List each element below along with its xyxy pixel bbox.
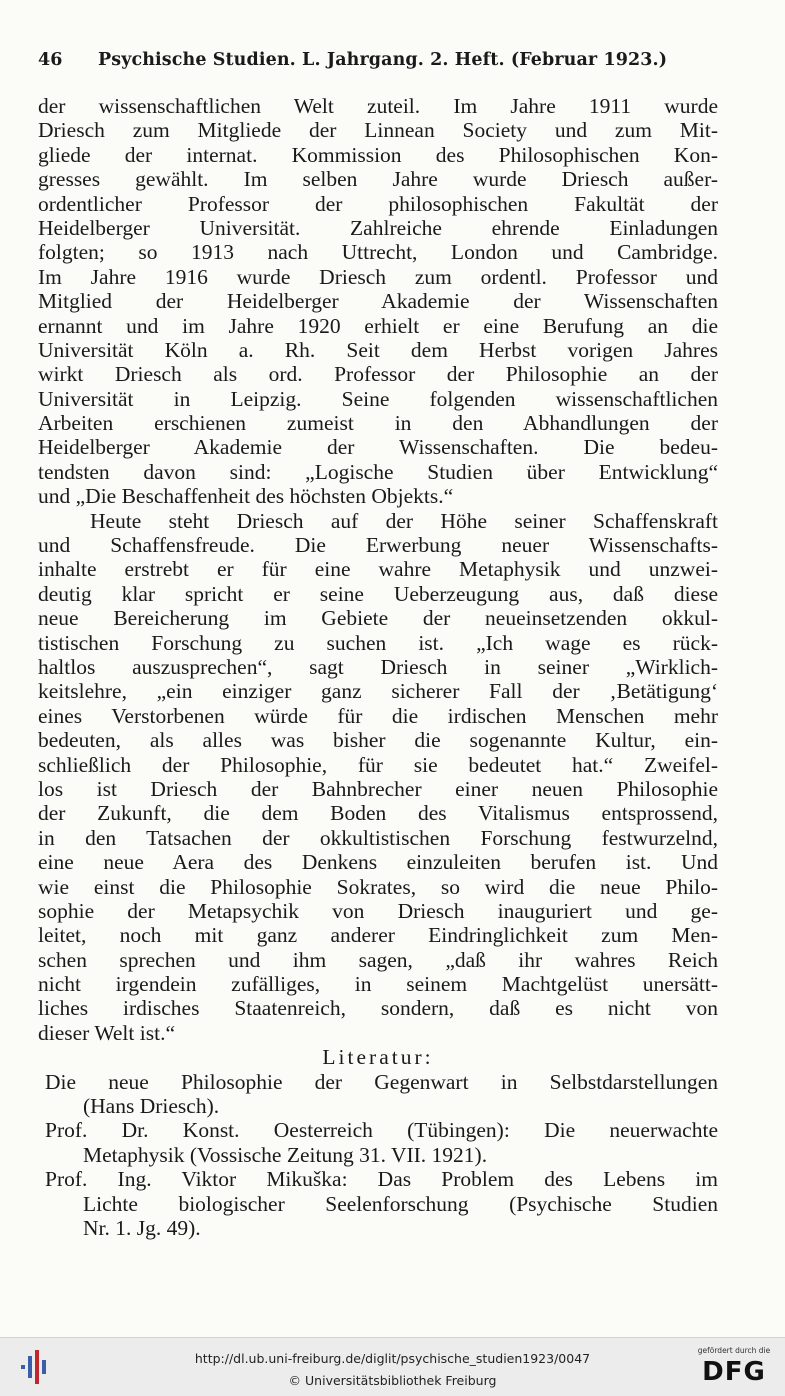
reference-item bbox=[38, 1070, 718, 1119]
text-line: tendsten davon sind: „Logische Studien über Entwicklung“ bbox=[38, 459, 718, 484]
text-line: eines Verstorbenen würde für die irdischen Menschen mehr bbox=[38, 703, 718, 728]
running-head bbox=[38, 50, 738, 70]
text-line: schen sprechen und ihm sagen, „daß ihr wahres Reich bbox=[38, 947, 718, 972]
literature-heading: Literatur: bbox=[322, 1045, 434, 1070]
text-line: deutig klar spricht er seine Ueberzeugung aus, daß diese bbox=[38, 581, 718, 606]
dfg-logo-text: DFG bbox=[702, 1357, 766, 1387]
text-line: keitslehre, „ein einziger ganz sicherer Fall der ‚Betätigung‘ bbox=[38, 679, 718, 704]
text-line: Heidelberger Universität. Zahlreiche ehrende Einladungen bbox=[38, 215, 718, 240]
text-line: schließlich der Philosophie, für sie bedeutet hat.“ Zweifel- bbox=[38, 752, 718, 777]
text-line: Universität Köln a. Rh. Seit dem Herbst vorigen Jahres bbox=[38, 337, 718, 362]
text-line: Driesch zum Mitgliede der Linnean Society und zum Mit- bbox=[38, 118, 718, 143]
text-line: gresses gewählt. Im selben Jahre wurde Driesch außer- bbox=[38, 167, 718, 192]
text-line: dieser Welt ist.“ bbox=[38, 1020, 175, 1045]
text-line: inhalte erstrebt er für eine wahre Metaphysik und unzwei- bbox=[38, 557, 718, 582]
text-line: der Zukunft, die dem Boden des Vitalismus entsprossend, bbox=[38, 801, 718, 826]
footer-bar bbox=[0, 1337, 785, 1396]
text-line: sophie der Metapsychik von Driesch inauguriert und ge- bbox=[38, 898, 718, 923]
paragraph-1 bbox=[38, 94, 718, 509]
text-line: leitet, noch mit ganz anderer Eindringlichkeit zum Men- bbox=[38, 923, 718, 948]
text-line: liches irdisches Staatenreich, sondern, daß es nicht von bbox=[38, 996, 718, 1021]
reference-line: Nr. 1. Jg. 49). bbox=[83, 1215, 201, 1240]
text-line: Heute steht Driesch auf der Höhe seiner Schaffenskraft bbox=[90, 508, 718, 533]
text-line: ordentlicher Professor der philosophischen Fakultät der bbox=[38, 191, 718, 216]
text-line: los ist Driesch der Bahnbrecher einer neuen Philosophie bbox=[38, 776, 718, 801]
reference-line: Prof. Ing. Viktor Mikuška: Das Problem des Lebens im bbox=[45, 1167, 718, 1192]
funding-note: gefördert durch die bbox=[697, 1346, 771, 1355]
dfg-logo bbox=[690, 1346, 778, 1390]
text-line: nicht irgendein zufälliges, in seinem Machtgelüst unersätt- bbox=[38, 972, 718, 997]
text-line: Mitglied der Heidelberger Akademie der Wissenschaften bbox=[38, 289, 718, 314]
page-number: 46 bbox=[38, 50, 63, 70]
text-line: der wissenschaftlichen Welt zuteil. Im Jahre 1911 wurde bbox=[38, 94, 718, 118]
text-line: gliede der internat. Kommission des Philosophischen Kon- bbox=[38, 142, 718, 167]
reference-line: Lichte biologischer Seelenforschung (Psychische Studien bbox=[83, 1191, 718, 1216]
page-text bbox=[38, 94, 718, 1240]
text-line: folgten; so 1913 nach Uttrecht, London und Cambridge. bbox=[38, 240, 718, 265]
reference-line: Die neue Philosophie der Gegenwart in Selbstdarstellungen bbox=[45, 1069, 718, 1094]
text-line: neue Bereicherung im Gebiete der neueinsetzenden okkul- bbox=[38, 606, 718, 631]
text-line: Arbeiten erschienen zumeist in den Abhandlungen der bbox=[38, 411, 718, 436]
text-line: und „Die Beschaffenheit des höchsten Objekts.“ bbox=[38, 484, 454, 509]
paragraph-2 bbox=[38, 509, 718, 1046]
footer-copyright: © Universitätsbibliothek Freiburg bbox=[288, 1373, 497, 1388]
reference-item bbox=[38, 1167, 718, 1240]
text-line: wirkt Driesch als ord. Professor der Philosophie an der bbox=[38, 362, 718, 387]
text-line: in den Tatsachen der okkultistischen Forschung festwurzelnd, bbox=[38, 825, 718, 850]
reference-item bbox=[38, 1118, 718, 1167]
text-line: Universität in Leipzig. Seine folgenden wissenschaftlichen bbox=[38, 386, 718, 411]
text-line: Im Jahre 1916 wurde Driesch zum ordentl. Professor und bbox=[38, 264, 718, 289]
text-line: Heidelberger Akademie der Wissenschaften. Die bedeu- bbox=[38, 435, 718, 460]
reference-list bbox=[38, 1070, 718, 1241]
footer-url[interactable]: http://dl.ub.uni-freiburg.de/diglit/psychische_studien1923/0047 bbox=[194, 1351, 591, 1366]
reference-line: Prof. Dr. Konst. Oesterreich (Tübingen): Die neuerwachte bbox=[45, 1118, 718, 1143]
text-line: und Schaffensfreude. Die Erwerbung neuer Wissenschafts- bbox=[38, 533, 718, 558]
text-line: wie einst die Philosophie Sokrates, so wird die neue Philo- bbox=[38, 874, 718, 899]
running-title: Psychische Studien. L. Jahrgang. 2. Heft. (Februar 1923.) bbox=[98, 50, 668, 70]
text-line: ernannt und im Jahre 1920 erhielt er eine Berufung an die bbox=[38, 313, 718, 338]
text-line: tistischen Forschung zu suchen ist. „Ich wage es rück- bbox=[38, 630, 718, 655]
text-line: bedeuten, als alles was bisher die sogenannte Kultur, ein- bbox=[38, 728, 718, 753]
text-line: eine neue Aera des Denkens einzuleiten berufen ist. Und bbox=[38, 850, 718, 875]
reference-line: Metaphysik (Vossische Zeitung 31. VII. 1921). bbox=[83, 1142, 488, 1167]
text-line: haltlos auszusprechen“, sagt Driesch in seiner „Wirklich- bbox=[38, 654, 718, 679]
reference-line: (Hans Driesch). bbox=[83, 1094, 220, 1119]
